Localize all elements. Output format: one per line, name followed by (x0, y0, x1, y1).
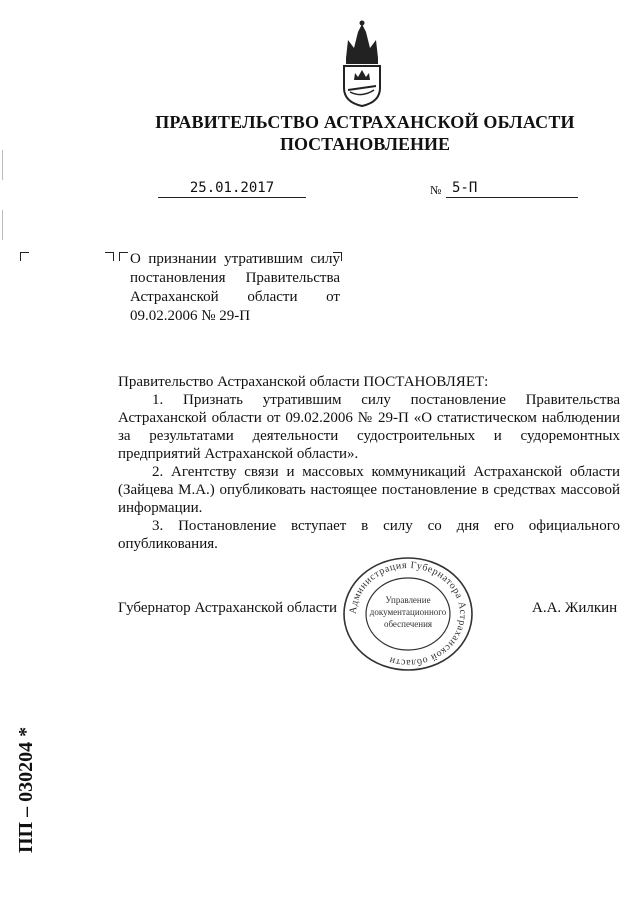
corner-mark (20, 252, 29, 261)
stamp-line-3: обеспечения (383, 619, 433, 629)
stamp-ring-text: Администрация Губернатора Астраханской области (347, 559, 469, 669)
coat-of-arms-icon (338, 18, 386, 108)
signatory-position: Губернатор Астраханской области (118, 600, 338, 616)
document-body (118, 373, 620, 553)
corner-mark (105, 252, 114, 261)
margin-mark (2, 210, 3, 240)
official-stamp (340, 556, 476, 672)
government-title: ПРАВИТЕЛЬСТВО АСТРАХАНСКОЙ ОБЛАСТИ (155, 112, 575, 132)
document-type: ПОСТАНОВЛЕНИЕ (279, 134, 451, 154)
stamp-line-2: документационного (369, 607, 447, 617)
document-number: 5-П (446, 180, 578, 198)
preamble: Правительство Астраханской области ПОСТАНОВЛЯЕТ: (118, 374, 489, 390)
item-3: 3. Постановление вступает в силу со дня его официального опубликования. (118, 518, 620, 552)
document-subject: О признании утратившим силу постановления Правительства Астраханской области от 09.02.2006 № 29-П (130, 251, 340, 324)
registration-code (2, 695, 42, 855)
item-1: 1. Признать утратившим силу постановление Правительства Астраханской области от 09.02.2006 № 29-П «О статистическом наблюдении за результатами деятельности судостроительных и судоремонтных предприятий Астраханской области». (118, 392, 620, 462)
document-date: 25.01.2017 (158, 180, 306, 198)
margin-mark (2, 150, 3, 180)
registration-code-text: ПП – 030204 * (15, 726, 37, 853)
number-label: № (430, 183, 442, 197)
corner-mark (119, 252, 128, 261)
signatory-name: А.А. Жилкин (532, 600, 618, 616)
item-2: 2. Агентству связи и массовых коммуникаций Астраханской области (Зайцева М.А.) опубликовать настоящее постановление в средствах массовой информации. (118, 464, 620, 516)
stamp-line-1: Управление (385, 595, 431, 605)
